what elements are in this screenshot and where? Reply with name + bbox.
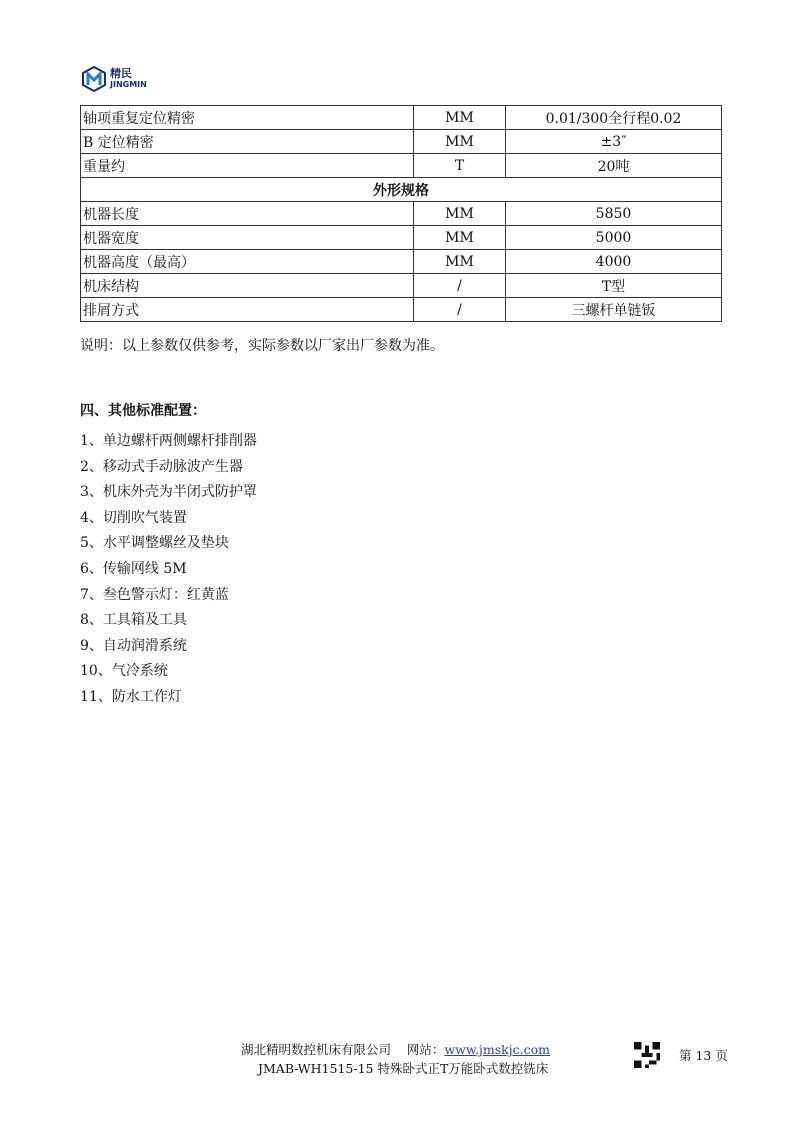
- param-value: 5850: [506, 202, 722, 226]
- company-logo: [82, 66, 147, 92]
- logo-text-cn: 精民: [110, 67, 132, 80]
- footer-company: 湖北精明数控机床有限公司: [241, 1042, 392, 1057]
- list-item: 7、叁色警示灯：红黄蓝: [80, 586, 229, 603]
- param-unit: /: [414, 298, 506, 322]
- param-unit: T: [414, 154, 506, 178]
- logo-icon: [82, 66, 106, 92]
- table-section-row: [81, 178, 722, 202]
- param-value: T型: [506, 274, 722, 298]
- param-name: 排屑方式: [81, 298, 414, 322]
- list-item: 4、切削吹气装置: [80, 509, 187, 526]
- param-value: 20吨: [506, 154, 722, 178]
- website-link[interactable]: www.jmskjc.com: [444, 1042, 550, 1057]
- table-row: [81, 298, 722, 322]
- param-value: 三螺杆单链钣: [506, 298, 722, 322]
- param-name: 机器宽度: [81, 226, 414, 250]
- param-unit: MM: [414, 250, 506, 274]
- table-row: [81, 106, 722, 130]
- param-name: B 定位精密: [81, 130, 414, 154]
- param-name: 机器高度（最高）: [81, 250, 414, 274]
- param-name: 机器长度: [81, 202, 414, 226]
- param-unit: MM: [414, 130, 506, 154]
- param-unit: MM: [414, 106, 506, 130]
- param-value: 5000: [506, 226, 722, 250]
- list-item: 3、机床外壳为半闭式防护罩: [80, 484, 257, 501]
- param-name: 重量约: [81, 154, 414, 178]
- table-row: [81, 226, 722, 250]
- param-value: 4000: [506, 250, 722, 274]
- param-name: 轴项重复定位精密: [81, 106, 414, 130]
- footer-model: JMAB-WH1515-15 特殊卧式正T万能卧式数控铣床: [258, 1061, 549, 1076]
- list-item: 6、传输网线 5M: [80, 560, 187, 577]
- list-item: 2、移动式手动脉波产生器: [80, 458, 243, 475]
- list-item: 8、工具箱及工具: [80, 612, 187, 629]
- list-item: 1、单边螺杆两侧螺杆排削器: [80, 433, 257, 449]
- list-item: 9、自动润滑系统: [80, 637, 187, 654]
- note-text: 说明：以上参数仅供参考，实际参数以厂家出厂参数为准。: [80, 338, 444, 354]
- qr-code-icon: [634, 1042, 660, 1068]
- list-item: 5、水平调整螺丝及垫块: [80, 535, 229, 552]
- param-value: 0.01/300全行程0.02: [506, 106, 722, 130]
- section-title: 外形规格: [81, 178, 722, 202]
- table-row: [81, 154, 722, 178]
- table-row: [81, 130, 722, 154]
- param-value: ±3″: [506, 130, 722, 154]
- standard-config-list: [80, 431, 257, 713]
- param-name: 机床结构: [81, 274, 414, 298]
- section-heading: 四、其他标准配置：: [80, 403, 206, 419]
- list-item: 11、防水工作灯: [80, 688, 182, 705]
- param-unit: MM: [414, 202, 506, 226]
- table-row: [81, 202, 722, 226]
- param-unit: MM: [414, 226, 506, 250]
- footer-site-label: 网站：: [406, 1042, 445, 1057]
- table-row: [81, 250, 722, 274]
- param-unit: /: [414, 274, 506, 298]
- spec-table: [80, 105, 722, 322]
- table-row: [81, 274, 722, 298]
- page-number: 第 13 页: [679, 1048, 728, 1063]
- logo-text-en: JINGMIN: [110, 80, 147, 89]
- list-item: 10、气冷系统: [80, 663, 168, 680]
